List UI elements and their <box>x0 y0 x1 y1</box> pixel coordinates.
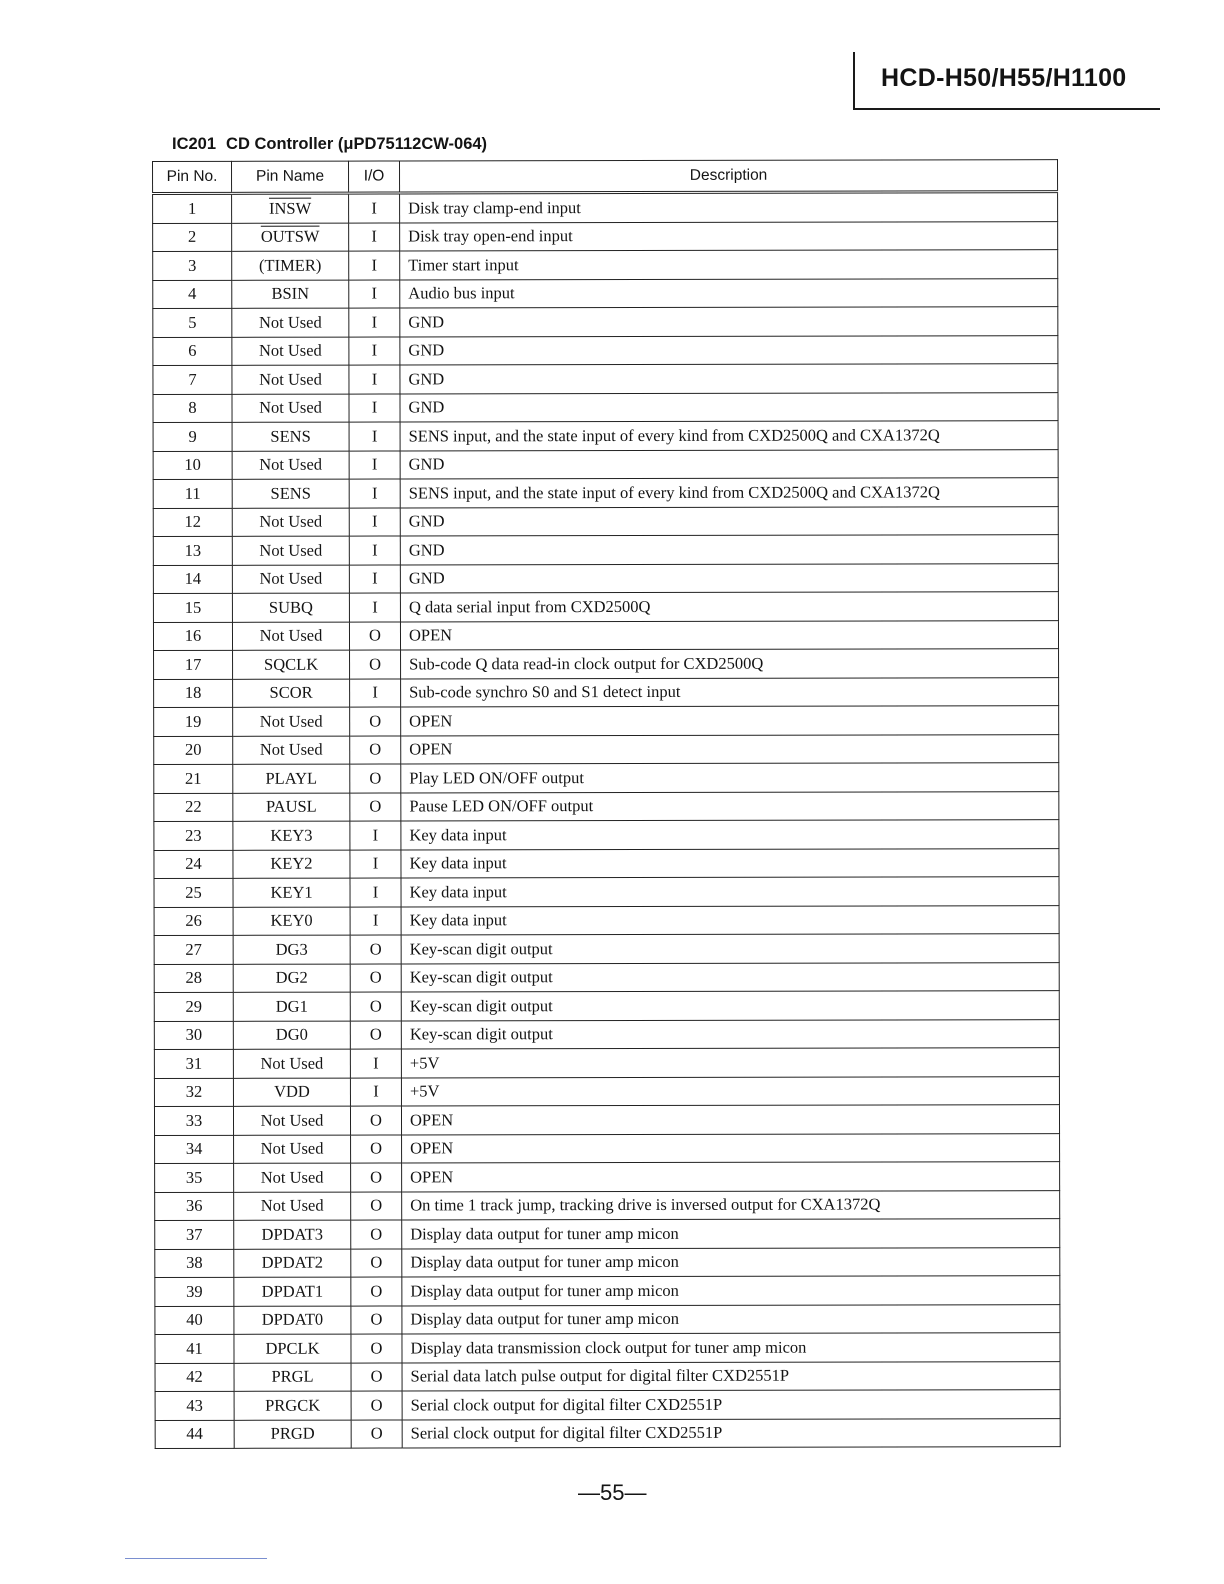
pin-table <box>152 159 1061 1449</box>
table-row <box>155 1162 1060 1192</box>
io-cell: O <box>351 1419 402 1448</box>
pin-number-cell: 14 <box>153 565 232 594</box>
pin-number-cell: 1 <box>153 193 232 223</box>
description-cell: Display data output for tuner amp micon <box>402 1276 1060 1306</box>
column-header-description: Description <box>400 160 1058 193</box>
pin-name-cell: Not Used <box>233 736 350 765</box>
description-cell: Display data output for tuner amp micon <box>402 1247 1060 1277</box>
description-cell: Audio bus input <box>400 278 1058 308</box>
pin-number-cell: 32 <box>154 1078 233 1107</box>
pin-name-cell: DPDAT2 <box>234 1249 351 1278</box>
pin-number-cell: 38 <box>155 1249 234 1278</box>
pin-number-cell: 36 <box>155 1192 234 1221</box>
pin-name-cell: VDD <box>233 1078 350 1107</box>
io-cell: O <box>350 764 401 793</box>
description-cell: OPEN <box>402 1133 1060 1163</box>
description-cell: Timer start input <box>400 250 1058 280</box>
io-cell: O <box>350 792 401 821</box>
pin-number-cell: 39 <box>155 1277 234 1306</box>
table-row <box>155 1247 1060 1277</box>
description-cell: OPEN <box>402 1162 1060 1192</box>
description-cell: SENS input, and the state input of every kind from CXD2500Q and CXA1372Q <box>400 421 1058 451</box>
pin-name-cell: Not Used <box>234 1192 351 1221</box>
table-row <box>155 1219 1060 1249</box>
pin-name-cell: DPDAT1 <box>234 1277 351 1306</box>
model-title: HCD-H50/H55/H1100 <box>881 64 1127 92</box>
pin-name-cell: KEY0 <box>233 907 350 936</box>
table-row <box>154 820 1059 850</box>
pin-name-cell: Not Used <box>232 508 349 537</box>
description-cell: +5V <box>401 1048 1059 1078</box>
table-row <box>154 962 1059 992</box>
table-row <box>154 991 1059 1021</box>
io-cell: I <box>349 336 400 365</box>
pin-name-cell: Not Used <box>233 707 350 736</box>
table-row <box>154 791 1059 821</box>
pin-name-cell: DPCLK <box>234 1334 351 1363</box>
io-cell: O <box>351 1248 402 1277</box>
description-cell: GND <box>400 335 1058 365</box>
pin-number-cell: 41 <box>155 1334 234 1363</box>
table-title <box>172 135 487 154</box>
description-cell: Serial data latch pulse output for digital filter CXD2551P <box>402 1361 1060 1391</box>
pin-name-cell: Not Used <box>232 337 349 366</box>
io-cell: I <box>349 251 400 280</box>
pin-name-cell: Not Used <box>232 451 349 480</box>
io-cell: I <box>349 422 400 451</box>
io-cell: O <box>350 963 401 992</box>
pin-number-cell: 26 <box>154 907 233 936</box>
pin-name-cell: KEY1 <box>233 878 350 907</box>
pin-name-cell: Not Used <box>234 1135 351 1164</box>
table-row <box>154 734 1059 764</box>
pin-number-cell: 31 <box>154 1049 233 1078</box>
column-header-pin-name: Pin Name <box>232 161 349 193</box>
table-row <box>154 1076 1059 1106</box>
pin-name-cell: SENS <box>232 422 349 451</box>
description-cell: Key-scan digit output <box>401 991 1059 1021</box>
pin-number-cell: 13 <box>153 536 232 565</box>
description-cell: OPEN <box>400 620 1058 650</box>
pin-name-cell: PLAYL <box>233 764 350 793</box>
scan-line-artifact <box>125 1558 267 1559</box>
table-title-part: (μPD75112CW-064) <box>337 135 488 153</box>
description-cell: Serial clock output for digital filter CXD2551P <box>402 1390 1060 1420</box>
pin-table-body <box>153 192 1061 1449</box>
io-cell: O <box>350 935 401 964</box>
description-cell: Display data transmission clock output for tuner amp micon <box>402 1333 1060 1363</box>
io-cell: O <box>351 1191 402 1220</box>
description-cell: Key data input <box>401 877 1059 907</box>
pin-number-cell: 11 <box>153 479 232 508</box>
table-row <box>155 1190 1060 1220</box>
pin-name-cell: DG2 <box>233 964 350 993</box>
page-number: —55— <box>578 1480 647 1505</box>
pin-name-cell: Not Used <box>232 308 349 337</box>
table-row <box>153 364 1058 394</box>
io-cell: I <box>350 1049 401 1078</box>
description-cell: GND <box>400 307 1058 337</box>
pin-name-cell: DPDAT0 <box>234 1306 351 1335</box>
pin-name-cell: BSIN <box>232 280 349 309</box>
model-header-box <box>853 52 1160 110</box>
io-cell: I <box>349 564 400 593</box>
pin-number-cell: 44 <box>155 1420 234 1449</box>
pin-number-cell: 40 <box>155 1306 234 1335</box>
pin-number-cell: 34 <box>155 1135 234 1164</box>
io-cell: O <box>351 1362 402 1391</box>
pin-number-cell: 4 <box>153 280 232 309</box>
pin-number-cell: 2 <box>153 223 232 252</box>
io-cell: I <box>349 507 400 536</box>
description-cell: GND <box>400 449 1058 479</box>
pin-name-cell: INSW <box>232 193 349 223</box>
description-cell: OPEN <box>401 734 1059 764</box>
pin-name-cell: OUTSW <box>232 223 349 252</box>
io-cell: I <box>349 222 400 251</box>
table-row <box>153 592 1058 622</box>
table-row <box>153 506 1058 536</box>
description-cell: Display data output for tuner amp micon <box>402 1304 1060 1334</box>
pin-number-cell: 23 <box>154 821 233 850</box>
pin-name-cell: Not Used <box>232 622 349 651</box>
table-row <box>153 221 1058 251</box>
description-cell: OPEN <box>401 706 1059 736</box>
pin-name-cell: Not Used <box>232 536 349 565</box>
io-cell: O <box>350 1020 401 1049</box>
pin-name-cell: PAUSL <box>233 793 350 822</box>
table-row <box>153 563 1058 593</box>
io-cell: O <box>351 1391 402 1420</box>
table-row <box>155 1418 1060 1448</box>
io-cell: O <box>351 1134 402 1163</box>
description-cell: Key-scan digit output <box>401 1019 1059 1049</box>
pin-number-cell: 10 <box>153 451 232 480</box>
io-cell: O <box>351 1334 402 1363</box>
io-cell: I <box>349 193 400 223</box>
pin-number-cell: 8 <box>153 394 232 423</box>
pin-name-cell: SCOR <box>233 679 350 708</box>
table-row <box>154 1048 1059 1078</box>
pin-name-cell: DG0 <box>233 1021 350 1050</box>
description-cell: Play LED ON/OFF output <box>401 763 1059 793</box>
io-cell: O <box>350 735 401 764</box>
table-row <box>154 905 1059 935</box>
table-row <box>153 192 1058 223</box>
table-row <box>153 535 1058 565</box>
pin-number-cell: 3 <box>153 251 232 280</box>
description-cell: GND <box>400 392 1058 422</box>
io-cell: I <box>349 365 400 394</box>
pin-name-cell: Not Used <box>232 565 349 594</box>
description-cell: GND <box>400 535 1058 565</box>
pin-name-cell: Not Used <box>232 394 349 423</box>
io-cell: O <box>350 1106 401 1135</box>
pin-number-cell: 6 <box>153 337 232 366</box>
description-cell: Sub-code Q data read-in clock output for CXD2500Q <box>401 649 1059 679</box>
pin-name-cell: PRGCK <box>234 1391 351 1420</box>
pin-number-cell: 18 <box>154 679 233 708</box>
table-row <box>155 1390 1060 1420</box>
description-cell: SENS input, and the state input of every kind from CXD2500Q and CXA1372Q <box>400 478 1058 508</box>
pin-number-cell: 20 <box>154 736 233 765</box>
table-row <box>155 1333 1060 1363</box>
pin-name-cell: DG3 <box>233 935 350 964</box>
io-cell: O <box>350 707 401 736</box>
io-cell: I <box>350 678 401 707</box>
pin-number-cell: 33 <box>154 1106 233 1135</box>
description-cell: Sub-code synchro S0 and S1 detect input <box>401 677 1059 707</box>
io-cell: I <box>349 279 400 308</box>
table-row <box>154 848 1059 878</box>
io-cell: I <box>349 393 400 422</box>
description-cell: Serial clock output for digital filter CXD2551P <box>402 1418 1060 1448</box>
description-cell: Pause LED ON/OFF output <box>401 791 1059 821</box>
pin-name-cell: (TIMER) <box>232 251 349 280</box>
pin-name-cell: DPDAT3 <box>234 1220 351 1249</box>
table-row <box>153 421 1058 451</box>
description-cell: Key-scan digit output <box>401 962 1059 992</box>
io-cell: O <box>351 1220 402 1249</box>
io-cell: I <box>349 536 400 565</box>
pin-number-cell: 9 <box>153 422 232 451</box>
table-title-ic: IC201 <box>172 135 217 153</box>
table-row <box>154 763 1059 793</box>
table-row <box>153 620 1058 650</box>
table-row <box>154 677 1059 707</box>
pin-number-cell: 25 <box>154 878 233 907</box>
io-cell: I <box>349 593 400 622</box>
table-row <box>155 1361 1060 1391</box>
io-cell: O <box>350 992 401 1021</box>
table-title-name: CD Controller <box>226 135 334 153</box>
description-cell: Disk tray clamp-end input <box>400 192 1058 223</box>
pin-name-cell: SENS <box>232 479 349 508</box>
pin-name-cell: KEY2 <box>233 850 350 879</box>
pin-name-cell: KEY3 <box>233 821 350 850</box>
description-cell: Key data input <box>401 820 1059 850</box>
pin-name-cell: PRGL <box>234 1363 351 1392</box>
description-cell: Key-scan digit output <box>401 934 1059 964</box>
description-cell: OPEN <box>401 1105 1059 1135</box>
pin-number-cell: 17 <box>154 650 233 679</box>
table-row <box>154 649 1059 679</box>
description-cell: Key data input <box>401 905 1059 935</box>
io-cell: O <box>351 1305 402 1334</box>
io-cell: I <box>350 878 401 907</box>
description-cell: +5V <box>401 1076 1059 1106</box>
column-header-pin-no: Pin No. <box>153 161 232 193</box>
table-row <box>153 449 1058 479</box>
pin-name-cell: Not Used <box>232 365 349 394</box>
io-cell: I <box>349 479 400 508</box>
pin-number-cell: 35 <box>155 1163 234 1192</box>
pin-number-cell: 12 <box>153 508 232 537</box>
description-cell: Disk tray open-end input <box>400 221 1058 251</box>
pin-name-cell: Not Used <box>233 1106 350 1135</box>
header-row <box>153 160 1058 194</box>
table-row <box>154 1105 1059 1135</box>
table-row <box>153 307 1058 337</box>
io-cell: I <box>350 1077 401 1106</box>
pin-number-cell: 43 <box>155 1391 234 1420</box>
description-cell: GND <box>400 506 1058 536</box>
description-cell: Display data output for tuner amp micon <box>402 1219 1060 1249</box>
table-row <box>153 392 1058 422</box>
table-row <box>154 706 1059 736</box>
pin-number-cell: 21 <box>154 764 233 793</box>
pin-number-cell: 5 <box>153 308 232 337</box>
table-row <box>155 1304 1060 1334</box>
io-cell: I <box>350 849 401 878</box>
pin-number-cell: 42 <box>155 1363 234 1392</box>
io-cell: I <box>350 906 401 935</box>
description-cell: GND <box>400 364 1058 394</box>
table-row <box>153 250 1058 280</box>
io-cell: O <box>351 1277 402 1306</box>
pin-name-cell: Not Used <box>233 1049 350 1078</box>
table-row <box>153 278 1058 308</box>
io-cell: O <box>349 621 400 650</box>
pin-name-cell: PRGD <box>234 1420 351 1449</box>
pin-number-cell: 30 <box>154 1021 233 1050</box>
pin-number-cell: 24 <box>154 850 233 879</box>
pin-number-cell: 22 <box>154 793 233 822</box>
table-row <box>154 934 1059 964</box>
description-cell: On time 1 track jump, tracking drive is inversed output for CXA1372Q <box>402 1190 1060 1220</box>
table-row <box>154 877 1059 907</box>
pin-name-cell: DG1 <box>233 992 350 1021</box>
table-row <box>155 1133 1060 1163</box>
table-row <box>155 1276 1060 1306</box>
pin-number-cell: 7 <box>153 365 232 394</box>
description-cell: Q data serial input from CXD2500Q <box>400 592 1058 622</box>
io-cell: O <box>351 1163 402 1192</box>
pin-number-cell: 29 <box>154 992 233 1021</box>
pin-number-cell: 37 <box>155 1220 234 1249</box>
table-row <box>153 335 1058 365</box>
io-cell: I <box>350 821 401 850</box>
io-cell: I <box>349 450 400 479</box>
pin-number-cell: 16 <box>153 622 232 651</box>
pin-number-cell: 15 <box>153 593 232 622</box>
table-row <box>153 478 1058 508</box>
pin-number-cell: 28 <box>154 964 233 993</box>
description-cell: GND <box>400 563 1058 593</box>
pin-name-cell: Not Used <box>234 1163 351 1192</box>
description-cell: Key data input <box>401 848 1059 878</box>
pin-number-cell: 27 <box>154 935 233 964</box>
pin-number-cell: 19 <box>154 707 233 736</box>
column-header-io: I/O <box>349 161 400 193</box>
pin-name-cell: SUBQ <box>232 593 349 622</box>
io-cell: I <box>349 308 400 337</box>
pin-name-cell: SQCLK <box>233 650 350 679</box>
io-cell: O <box>350 650 401 679</box>
table-row <box>154 1019 1059 1049</box>
